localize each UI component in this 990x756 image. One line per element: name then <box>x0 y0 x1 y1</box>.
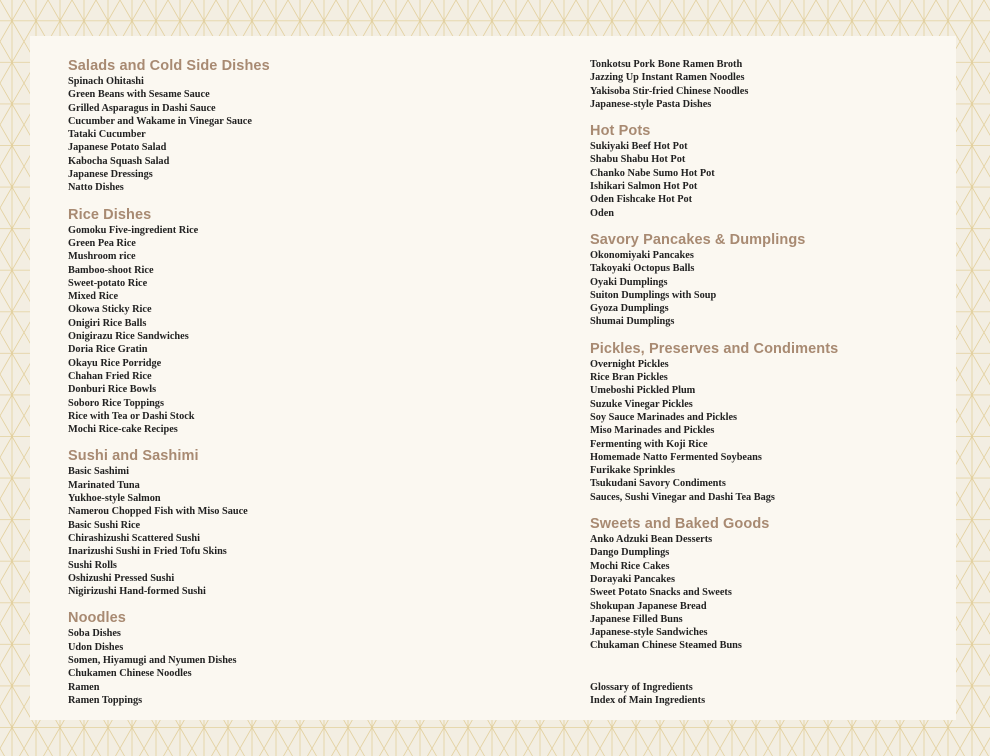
right-sections <box>590 123 950 653</box>
toc-entry-sweet-potato-snacks-and-sweets[interactable]: Sweet Potato Snacks and Sweets <box>590 587 732 599</box>
toc-entry-soy-sauce-marinades-and-pickles[interactable]: Soy Sauce Marinades and Pickles <box>590 411 738 423</box>
toc-entry-okonomiyaki-pancakes[interactable]: Okonomiyaki Pancakes <box>590 249 694 261</box>
toc-entry-cucumber-and-wakame-in-vinegar-sauce[interactable]: Cucumber and Wakame in Vinegar Sauce <box>68 115 252 127</box>
toc-entry-basic-sushi-rice[interactable]: Basic Sushi Rice <box>68 519 141 531</box>
toc-entry-chirashizushi-scattered-sushi[interactable]: Chirashizushi Scattered Sushi <box>68 532 200 544</box>
toc-entry-mixed-rice[interactable]: Mixed Rice <box>68 291 119 303</box>
section-salads-and-cold-side-dishes <box>68 58 538 195</box>
section-heading: Noodles <box>68 610 126 627</box>
section-sweets-and-baked-goods <box>590 516 950 653</box>
toc-entry-mushroom-rice[interactable]: Mushroom rice <box>68 251 136 263</box>
section-hot-pots <box>590 123 950 220</box>
toc-entry-mochi-rice-cakes[interactable]: Mochi Rice Cakes <box>590 560 670 572</box>
section-items <box>68 627 538 707</box>
toc-entry-grilled-asparagus-in-dashi-sauce[interactable]: Grilled Asparagus in Dashi Sauce <box>68 102 216 114</box>
toc-entry-onigiri-rice-balls[interactable]: Onigiri Rice Balls <box>68 317 147 329</box>
toc-entry-gyoza-dumplings[interactable]: Gyoza Dumplings <box>590 303 669 315</box>
toc-entry-doria-rice-gratin[interactable]: Doria Rice Gratin <box>68 344 148 356</box>
section-sushi-and-sashimi <box>68 448 538 598</box>
toc-entry-glossary-of-ingredients[interactable]: Glossary of Ingredients <box>590 681 693 693</box>
toc-entry-overnight-pickles[interactable]: Overnight Pickles <box>590 358 669 370</box>
section-noodles <box>68 610 538 707</box>
toc-entry-basic-sashimi[interactable]: Basic Sashimi <box>68 466 129 478</box>
toc-entry-homemade-natto-fermented-soybeans[interactable]: Homemade Natto Fermented Soybeans <box>590 451 762 463</box>
toc-entry-ramen[interactable]: Ramen <box>68 681 100 693</box>
toc-entry-sweet-potato-rice[interactable]: Sweet-potato Rice <box>68 277 148 289</box>
toc-entry-spinach-ohitashi[interactable]: Spinach Ohitashi <box>68 76 144 87</box>
section-rice-dishes <box>68 207 538 437</box>
toc-entry-okayu-rice-porridge[interactable]: Okayu Rice Porridge <box>68 357 162 369</box>
toc-entry-onigirazu-rice-sandwiches[interactable]: Onigirazu Rice Sandwiches <box>68 331 189 343</box>
section-savory-pancakes-dumplings <box>590 232 950 329</box>
toc-entry-chanko-nabe-sumo-hot-pot[interactable]: Chanko Nabe Sumo Hot Pot <box>590 167 715 179</box>
toc-entry-umeboshi-pickled-plum[interactable]: Umeboshi Pickled Plum <box>590 385 696 397</box>
section-items <box>590 249 950 329</box>
continued-section <box>590 58 950 111</box>
toc-entry-jazzing-up-instant-ramen-noodles[interactable]: Jazzing Up Instant Ramen Noodles <box>590 72 745 84</box>
section-items <box>590 140 950 220</box>
toc-entry-oyaki-dumplings[interactable]: Oyaki Dumplings <box>590 276 668 288</box>
section-heading: Savory Pancakes & Dumplings <box>590 231 806 248</box>
section-heading: Sweets and Baked Goods <box>590 516 770 533</box>
toc-entry-yakisoba-stir-fried-chinese-noodles[interactable]: Yakisoba Stir-fried Chinese Noodles <box>590 85 749 97</box>
toc-entry-chukaman-chinese-steamed-buns[interactable]: Chukaman Chinese Steamed Buns <box>590 640 742 652</box>
toc-entry-takoyaki-octopus-balls[interactable]: Takoyaki Octopus Balls <box>590 263 695 275</box>
toc-entry-japanese-filled-buns[interactable]: Japanese Filled Buns <box>590 613 683 625</box>
contents-panel <box>30 36 956 720</box>
toc-entry-somen-hiyamugi-and-nyumen-dishes[interactable]: Somen, Hiyamugi and Nyumen Dishes <box>68 654 237 666</box>
right-column <box>590 58 950 707</box>
toc-entry-japanese-potato-salad[interactable]: Japanese Potato Salad <box>68 142 167 154</box>
section-heading: Rice Dishes <box>68 206 152 223</box>
toc-entry-oshizushi-pressed-sushi[interactable]: Oshizushi Pressed Sushi <box>68 572 175 584</box>
toc-entry-gomoku-five-ingredient-rice[interactable]: Gomoku Five-ingredient Rice <box>68 224 199 236</box>
toc-entry-sukiyaki-beef-hot-pot[interactable]: Sukiyaki Beef Hot Pot <box>590 141 688 153</box>
toc-entry-soboro-rice-toppings[interactable]: Soboro Rice Toppings <box>68 397 164 409</box>
toc-entry-rice-with-tea-or-dashi-stock[interactable]: Rice with Tea or Dashi Stock <box>68 410 195 422</box>
toc-entry-shabu-shabu-hot-pot[interactable]: Shabu Shabu Hot Pot <box>590 154 686 166</box>
toc-entry-index-of-main-ingredients[interactable]: Index of Main Ingredients <box>590 694 706 706</box>
toc-entry-shumai-dumplings[interactable]: Shumai Dumplings <box>590 316 675 328</box>
section-heading: Sushi and Sashimi <box>68 448 199 465</box>
toc-entry-oden-fishcake-hot-pot[interactable]: Oden Fishcake Hot Pot <box>590 194 693 206</box>
toc-entry-japanese-style-sandwiches[interactable]: Japanese-style Sandwiches <box>590 627 708 639</box>
toc-entry-dango-dumplings[interactable]: Dango Dumplings <box>590 547 670 559</box>
section-items <box>68 465 538 598</box>
toc-entry-namerou-chopped-fish-with-miso-sauce[interactable]: Namerou Chopped Fish with Miso Sauce <box>68 506 248 518</box>
section-heading: Pickles, Preserves and Condiments <box>590 340 839 357</box>
toc-entry-furikake-sprinkles[interactable]: Furikake Sprinkles <box>590 465 675 477</box>
toc-entry-shokupan-japanese-bread[interactable]: Shokupan Japanese Bread <box>590 600 707 612</box>
toc-entry-chahan-fried-rice[interactable]: Chahan Fried Rice <box>68 370 152 382</box>
toc-entry-tataki-cucumber[interactable]: Tataki Cucumber <box>68 129 146 141</box>
continued-list <box>590 58 950 111</box>
toc-entry-green-beans-with-sesame-sauce[interactable]: Green Beans with Sesame Sauce <box>68 89 210 101</box>
toc-entry-tonkotsu-pork-bone-ramen-broth[interactable]: Tonkotsu Pork Bone Ramen Broth <box>590 59 743 70</box>
toc-entry-miso-marinades-and-pickles[interactable]: Miso Marinades and Pickles <box>590 425 715 437</box>
toc-entry-rice-bran-pickles[interactable]: Rice Bran Pickles <box>590 372 668 384</box>
toc-entry-bamboo-shoot-rice[interactable]: Bamboo-shoot Rice <box>68 264 154 276</box>
toc-entry-inarizushi-sushi-in-fried-tofu-skins[interactable]: Inarizushi Sushi in Fried Tofu Skins <box>68 546 227 558</box>
toc-entry-chukamen-chinese-noodles[interactable]: Chukamen Chinese Noodles <box>68 668 192 680</box>
section-items <box>68 75 538 195</box>
toc-entry-suiton-dumplings-with-soup[interactable]: Suiton Dumplings with Soup <box>590 289 717 301</box>
toc-entry-anko-adzuki-bean-desserts[interactable]: Anko Adzuki Bean Desserts <box>590 534 713 546</box>
toc-entry-sushi-rolls[interactable]: Sushi Rolls <box>68 559 117 571</box>
section-items <box>68 224 538 437</box>
left-column <box>68 58 538 719</box>
toc-entry-oden[interactable]: Oden <box>590 207 615 219</box>
section-items <box>590 358 950 504</box>
section-heading: Salads and Cold Side Dishes <box>68 58 270 74</box>
toc-entry-soba-dishes[interactable]: Soba Dishes <box>68 628 121 640</box>
toc-entry-udon-dishes[interactable]: Udon Dishes <box>68 641 124 653</box>
appendix-list <box>590 681 950 708</box>
toc-entry-donburi-rice-bowls[interactable]: Donburi Rice Bowls <box>68 384 157 396</box>
toc-entry-mochi-rice-cake-recipes[interactable]: Mochi Rice-cake Recipes <box>68 424 178 436</box>
toc-entry-ramen-toppings[interactable]: Ramen Toppings <box>68 694 143 706</box>
toc-entry-sauces-sushi-vinegar-and-dashi-tea-bags[interactable]: Sauces, Sushi Vinegar and Dashi Tea Bags <box>590 491 775 503</box>
toc-entry-japanese-style-pasta-dishes[interactable]: Japanese-style Pasta Dishes <box>590 98 712 110</box>
toc-entry-japanese-dressings[interactable]: Japanese Dressings <box>68 169 153 181</box>
toc-entry-marinated-tuna[interactable]: Marinated Tuna <box>68 479 140 491</box>
section-heading: Hot Pots <box>590 123 651 140</box>
toc-entry-ishikari-salmon-hot-pot[interactable]: Ishikari Salmon Hot Pot <box>590 181 698 193</box>
toc-entry-fermenting-with-koji-rice[interactable]: Fermenting with Koji Rice <box>590 438 708 450</box>
section-pickles-preserves-and-condiments <box>590 341 950 504</box>
section-items <box>590 533 950 653</box>
toc-entry-okowa-sticky-rice[interactable]: Okowa Sticky Rice <box>68 304 152 316</box>
toc-entry-dorayaki-pancakes[interactable]: Dorayaki Pancakes <box>590 573 675 585</box>
toc-entry-green-pea-rice[interactable]: Green Pea Rice <box>68 237 136 249</box>
toc-entry-yukhoe-style-salmon[interactable]: Yukhoe-style Salmon <box>68 493 161 505</box>
toc-entry-kabocha-squash-salad[interactable]: Kabocha Squash Salad <box>68 155 170 167</box>
toc-entry-nigirizushi-hand-formed-sushi[interactable]: Nigirizushi Hand-formed Sushi <box>68 586 206 598</box>
toc-entry-tsukudani-savory-condiments[interactable]: Tsukudani Savory Condiments <box>590 478 726 490</box>
toc-entry-natto-dishes[interactable]: Natto Dishes <box>68 182 124 194</box>
toc-entry-suzuke-vinegar-pickles[interactable]: Suzuke Vinegar Pickles <box>590 398 693 410</box>
